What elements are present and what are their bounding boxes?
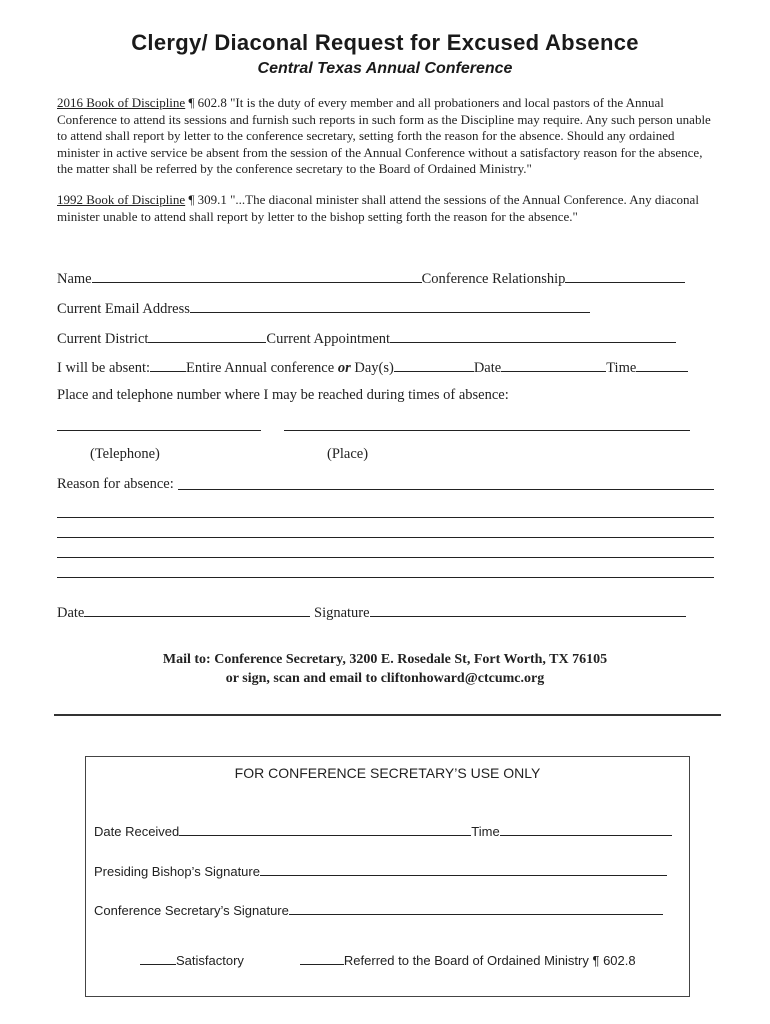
district-label: Current District <box>57 331 149 347</box>
signature-label: Signature <box>314 605 370 621</box>
reason-line-2[interactable] <box>57 517 714 518</box>
secretary-use-title: FOR CONFERENCE SECRETARY’S USE ONLY <box>234 765 541 781</box>
name-label: Name <box>57 271 92 287</box>
satisfactory-label: Satisfactory <box>176 953 244 968</box>
discipline-2016-ref: 2016 Book of Discipline <box>57 95 186 110</box>
section-divider <box>54 714 721 716</box>
district-field[interactable] <box>148 328 266 343</box>
appointment-field[interactable] <box>390 328 676 343</box>
name-field[interactable] <box>92 268 422 283</box>
days-label: Day(s) <box>350 360 394 376</box>
outcome-row <box>140 950 636 968</box>
or-label: or <box>337 360 351 376</box>
entire-conference-check[interactable] <box>150 357 186 372</box>
received-time-field[interactable] <box>500 821 672 836</box>
absence-date-field[interactable] <box>501 357 606 372</box>
email-row <box>57 298 590 318</box>
date-received-row <box>94 821 672 839</box>
place-field[interactable] <box>284 430 690 431</box>
secretary-signature-field[interactable] <box>289 900 663 915</box>
absence-time-label: Time <box>606 360 637 376</box>
discipline-1992-ref: 1992 Book of Discipline <box>57 192 186 207</box>
reason-line-1[interactable] <box>178 489 714 490</box>
secretary-use-box <box>85 756 690 997</box>
email-field[interactable] <box>190 298 590 313</box>
date-received-label: Date Received <box>94 824 180 839</box>
name-row <box>57 268 685 288</box>
secretary-signature-label: Conference Secretary’s Signature <box>94 903 289 918</box>
days-field[interactable] <box>394 357 474 372</box>
signature-field[interactable] <box>370 602 686 617</box>
appointment-label: Current Appointment <box>266 331 391 347</box>
telephone-field[interactable] <box>57 430 261 431</box>
bishop-signature-field[interactable] <box>260 861 667 876</box>
relationship-field[interactable] <box>565 268 685 283</box>
entire-label: Entire Annual conference <box>186 360 338 376</box>
reason-line-5[interactable] <box>57 577 714 578</box>
telephone-label: (Telephone) <box>90 446 160 462</box>
district-row <box>57 328 676 348</box>
email-label: Current Email Address <box>57 301 190 317</box>
form-subtitle: Central Texas Annual Conference <box>257 60 513 77</box>
satisfactory-check[interactable] <box>140 950 176 965</box>
reason-label: Reason for absence: <box>57 476 174 492</box>
mail-to-line: Mail to: Conference Secretary, 3200 E. Rosedale St, Fort Worth, TX 76105 <box>162 652 608 667</box>
bishop-signature-row <box>94 861 667 879</box>
referred-check[interactable] <box>300 950 344 965</box>
form-title: Clergy/ Diaconal Request for Excused Absence <box>131 30 639 55</box>
received-time-label: Time <box>471 824 500 839</box>
reason-line-3[interactable] <box>57 537 714 538</box>
absence-row <box>57 357 688 377</box>
absence-date-label: Date <box>473 360 502 376</box>
email-scan-line: or sign, scan and email to cliftonhoward@ctcumc.org <box>225 671 545 686</box>
absence-time-field[interactable] <box>636 357 688 372</box>
relationship-label: Conference Relationship <box>421 271 566 287</box>
sign-date-field[interactable] <box>84 602 310 617</box>
place-label: (Place) <box>327 446 369 462</box>
discipline-1992-paragraph <box>57 192 717 225</box>
discipline-2016-text: ¶ 602.8 "It is the duty of every member and all probationers and local pastors of the Annual Conference to attend its sessions and furnish such reports in such form as the Discipline may require. Any such person unable to attend shall report by letter to the conference secretary, setting forth the reason for the absence. Should any ordained minister in active service be absent from the session of the Annual Conference without a satisfactory reason for the absence, the matter shall be referred by the conference secretary to the Board of Ordained Ministry." <box>57 95 711 176</box>
place-phone-label: Place and telephone number where I may be reached during times of absence: <box>57 387 509 403</box>
reason-line-4[interactable] <box>57 557 714 558</box>
secretary-signature-row <box>94 900 663 918</box>
signature-row <box>57 602 686 622</box>
discipline-1992-text: ¶ 309.1 "...The diaconal minister shall attend the sessions of the Annual Conference. Any diaconal minister unable to attend shall report by letter to the bishop setting forth the reason for the absence." <box>57 192 699 224</box>
discipline-2016-paragraph <box>57 95 717 178</box>
bishop-signature-label: Presiding Bishop’s Signature <box>94 864 260 879</box>
sign-date-label: Date <box>57 605 85 621</box>
date-received-field[interactable] <box>179 821 471 836</box>
referred-label: Referred to the Board of Ordained Ministry ¶ 602.8 <box>343 953 636 968</box>
absent-label: I will be absent: <box>57 360 151 376</box>
